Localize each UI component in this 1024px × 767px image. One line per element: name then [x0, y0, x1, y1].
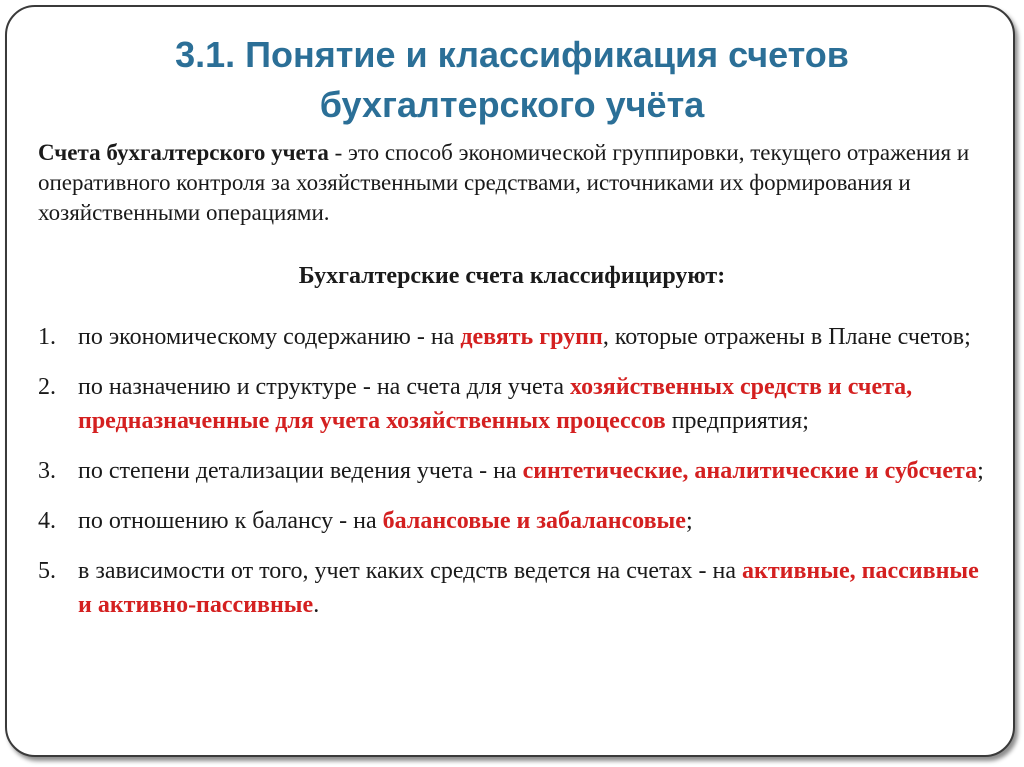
list-item-text-end: ; [977, 458, 984, 484]
definition-paragraph [38, 138, 988, 228]
list-item-text-end: ; [685, 508, 693, 534]
list-item-number: 5. [38, 558, 56, 584]
list-item-number: 1. [38, 324, 56, 350]
slide-title [40, 30, 984, 130]
list-item-text-end: предприятия; [665, 408, 809, 434]
list-item-highlight: девять групп [460, 324, 603, 350]
list-item-highlight: хозяйственных средств и счета, предназначенные для учета хозяйственных процессов [78, 374, 913, 434]
list-item-number: 2. [38, 374, 56, 400]
slide-title-line-1: 3.1. Понятие и классификация счетов [175, 34, 849, 75]
definition-term: Счета бухгалтерского учета [38, 140, 329, 165]
list-item-text-end: . [313, 592, 320, 618]
list-item [38, 554, 988, 622]
list-item-text-end: , которые отражены в Плане счетов; [602, 324, 971, 350]
list-item-highlight: синтетические, аналитические и субсчета [522, 458, 978, 484]
classification-list [38, 320, 988, 638]
list-item-text: по назначению и структуре - на счета для учета [78, 374, 571, 400]
list-item-text: по экономическому содержанию - на [78, 324, 461, 350]
list-item [38, 320, 988, 354]
list-item-text: в зависимости от того, учет каких средств ведется на счетах - на [78, 558, 743, 584]
list-item [38, 504, 988, 538]
list-item-number: 4. [38, 508, 56, 534]
list-item-text: по степени детализации ведения учета - на [78, 458, 523, 484]
slide-title-line-2: бухгалтерского учёта [319, 84, 705, 125]
classification-heading: Бухгалтерские счета классифицируют: [298, 263, 726, 289]
list-item [38, 370, 988, 438]
list-item-highlight: балансовые и забалансовые [382, 508, 686, 534]
list-item-text: по отношению к балансу - на [78, 508, 383, 534]
definition-text: - это способ экономической группировки, текущего отражения и оперативного контроля за хозяйственными средствами, источниками их формирования и хозяйственными операциями. [38, 140, 970, 225]
list-item-number: 3. [38, 458, 56, 484]
list-item-highlight: активные, пассивные и активно-пассивные [78, 558, 979, 618]
list-item [38, 454, 988, 488]
